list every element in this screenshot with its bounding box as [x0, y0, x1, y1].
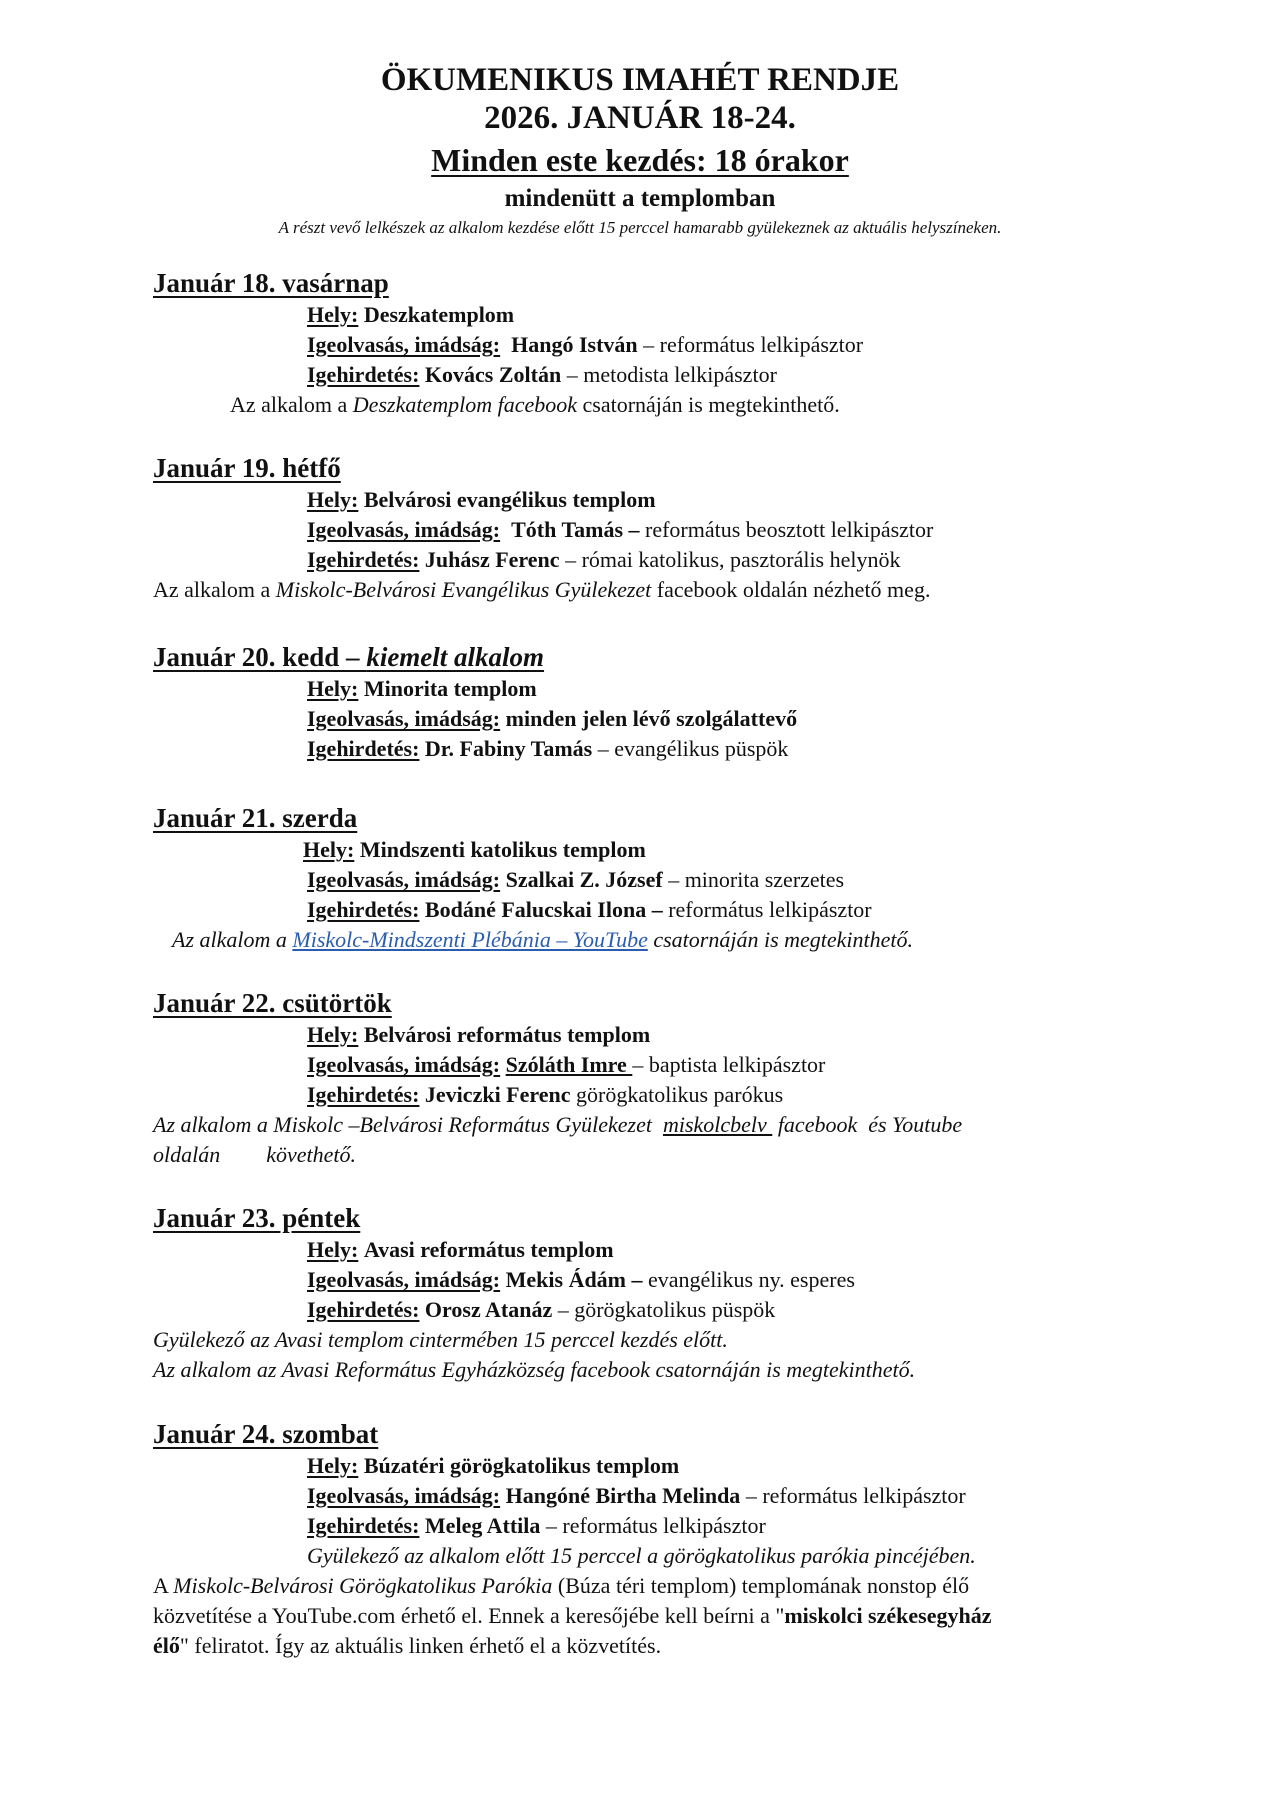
reader-role: – református lelkipásztor	[637, 332, 864, 357]
sermon-row: Igehirdetés: Jeviczki Ferenc görögkatolikus parókus	[307, 1082, 784, 1107]
reading-row: Igeolvasás, imádság: Szóláth Imre – baptista lelkipásztor	[307, 1052, 826, 1077]
preacher-role: – református lelkipásztor	[540, 1513, 766, 1538]
day-heading	[153, 641, 544, 673]
reading-row: Igeolvasás, imádság: Mekis Ádám – evangélikus ny. esperes	[307, 1267, 855, 1292]
preacher-role: református lelkipásztor	[662, 897, 872, 922]
day-heading	[153, 1202, 360, 1234]
preacher-role: – metodista lelkipásztor	[561, 362, 777, 387]
reader-name: Hangóné Birtha Melinda	[505, 1483, 741, 1508]
preacher-name: Meleg Attila	[424, 1513, 541, 1538]
day-date: Január 22. csütörtök	[153, 988, 392, 1018]
reader-name: minden jelen lévő szolgálattevő	[505, 706, 798, 731]
broadcast-note: Az alkalom a Miskolc –Belvárosi Református Gyülekezet miskolcbelv facebook és Youtube	[153, 1112, 963, 1137]
reader-role: – minorita szerzetes	[662, 867, 845, 892]
venue-name: Mindszenti katolikus templom	[359, 837, 646, 862]
preacher-name: Orosz Atanáz	[424, 1297, 553, 1322]
venue-row: Hely: Minorita templom	[307, 676, 537, 701]
reader-name: Hangó István	[511, 332, 638, 357]
start-time-heading	[0, 142, 1280, 178]
day-heading	[153, 987, 392, 1019]
reader-role: – baptista lelkipásztor	[632, 1052, 826, 1077]
sermon-row: Igehirdetés: Bodáné Falucskai Ilona – református lelkipásztor	[307, 897, 872, 922]
pastors-note: A részt vevő lelkészek az alkalom kezdése előtt 15 perccel hamarabb gyülekeznek az aktuális helyszíneken.	[278, 218, 1002, 237]
venue-name: Búzatéri görögkatolikus templom	[363, 1453, 680, 1478]
sermon-row: Igehirdetés: Orosz Atanáz – görögkatolikus püspök	[307, 1297, 776, 1322]
sermon-row: Igehirdetés: Meleg Attila – református lelkipásztor	[307, 1513, 766, 1538]
reading-row: Igeolvasás, imádság: Hangó István – református lelkipásztor	[307, 332, 864, 357]
livestream-note-line1: A Miskolc-Belvárosi Görögkatolikus Parókia (Búza téri templom) templomának nonstop élő	[153, 1573, 970, 1598]
preacher-name: Jeviczki Ferenc	[424, 1082, 571, 1107]
day-date: Január 19. hétfő	[153, 453, 341, 483]
gathering-note: Gyülekező az alkalom előtt 15 perccel a görögkatolikus parókia pincéjében.	[307, 1543, 976, 1568]
sermon-row: Igehirdetés: Juhász Ferenc – római katolikus, pasztorális helynök	[307, 547, 901, 572]
sermon-row: Igehirdetés: Dr. Fabiny Tamás – evangélikus püspök	[307, 736, 789, 761]
reading-row: Igeolvasás, imádság: Tóth Tamás – református beosztott lelkipásztor	[307, 517, 934, 542]
broadcast-note: Az alkalom a Miskolc-Belvárosi Evangélikus Gyülekezet facebook oldalán nézhető meg.	[153, 577, 931, 602]
youtube-channel-link[interactable]: Miskolc-Mindszenti Plébánia – YouTube	[292, 927, 648, 952]
gathering-note: Gyülekező az Avasi templom cintermében 15 perccel kezdés előtt.	[153, 1327, 728, 1352]
venue-name: Minorita templom	[363, 676, 537, 701]
highlight-label: kiemelt alkalom	[366, 642, 545, 672]
broadcast-note: Az alkalom a Miskolc-Mindszenti Plébánia – YouTube csatornáján is megtekinthető.	[172, 927, 914, 952]
reading-row: Igeolvasás, imádság: minden jelen lévő szolgálattevő	[307, 706, 798, 731]
reading-row: Igeolvasás, imádság: Hangóné Birtha Melinda – református lelkipásztor	[307, 1483, 966, 1508]
preacher-role: – evangélikus püspök	[592, 736, 789, 761]
livestream-note-line2: közvetítése a YouTube.com érhető el. Ennek a keresőjébe kell beírni a "miskolci székesegyház	[153, 1603, 992, 1628]
livestream-note-line3: élő" feliratot. Így az aktuális linken érhető el a közvetítés.	[153, 1633, 662, 1658]
facebook-page-link[interactable]: miskolcbelv	[662, 1112, 773, 1137]
venue-row: Hely: Belvárosi evangélikus templom	[307, 487, 656, 512]
preacher-name: Dr. Fabiny Tamás	[424, 736, 593, 761]
venue-name: Belvárosi evangélikus templom	[363, 487, 656, 512]
venue-row: Hely: Belvárosi református templom	[307, 1022, 651, 1047]
day-date: Január 20. kedd –	[153, 642, 367, 672]
preacher-name: Juhász Ferenc	[424, 547, 560, 572]
venue-row: Hely: Deszkatemplom	[307, 302, 515, 327]
sermon-row: Igehirdetés: Kovács Zoltán – metodista lelkipásztor	[307, 362, 777, 387]
document-dates: 2026. JANUÁR 18-24.	[484, 100, 796, 136]
day-date: Január 21. szerda	[153, 803, 358, 833]
preacher-role: – római katolikus, pasztorális helynök	[559, 547, 901, 572]
location-subheading: mindenütt a templomban	[504, 185, 776, 212]
venue-row: Hely: Mindszenti katolikus templom	[303, 837, 646, 862]
venue-name: Deszkatemplom	[363, 302, 515, 327]
preacher-name: Bodáné Falucskai Ilona –	[424, 897, 663, 922]
day-heading	[153, 802, 357, 834]
broadcast-note: Az alkalom a Deszkatemplom facebook csatornáján is megtekinthető.	[230, 392, 840, 417]
reader-role: evangélikus ny. esperes	[642, 1267, 855, 1292]
reader-name: Szalkai Z. József	[505, 867, 663, 892]
venue-row: Hely: Búzatéri görögkatolikus templom	[307, 1453, 680, 1478]
preacher-role: – görögkatolikus püspök	[552, 1297, 776, 1322]
day-date: Január 18. vasárnap	[153, 268, 389, 298]
reader-name: Mekis Ádám –	[505, 1267, 643, 1292]
reader-name: Szóláth Imre	[505, 1052, 633, 1077]
day-heading	[153, 1418, 378, 1450]
document-title: ÖKUMENIKUS IMAHÉT RENDJE	[380, 62, 900, 98]
venue-row: Hely: Avasi református templom	[307, 1237, 614, 1262]
preacher-name: Kovács Zoltán	[424, 362, 562, 387]
start-time-text: Minden este kezdés: 18 órakor	[431, 142, 849, 178]
reader-name: Tóth Tamás –	[511, 517, 640, 542]
broadcast-note: Az alkalom az Avasi Református Egyházközség facebook csatornáján is megtekinthető.	[153, 1357, 916, 1382]
reader-role: református beosztott lelkipásztor	[639, 517, 934, 542]
day-date: Január 23. péntek	[153, 1203, 361, 1233]
day-heading	[153, 267, 389, 299]
venue-name: Avasi református templom	[363, 1237, 614, 1262]
venue-name: Belvárosi református templom	[363, 1022, 651, 1047]
reader-role: – református lelkipásztor	[740, 1483, 966, 1508]
broadcast-note-cont: oldalán követhető.	[153, 1142, 357, 1167]
preacher-role: görögkatolikus parókus	[570, 1082, 784, 1107]
reading-row: Igeolvasás, imádság: Szalkai Z. József – minorita szerzetes	[307, 867, 845, 892]
day-heading	[153, 452, 341, 484]
day-date: Január 24. szombat	[153, 1419, 379, 1449]
